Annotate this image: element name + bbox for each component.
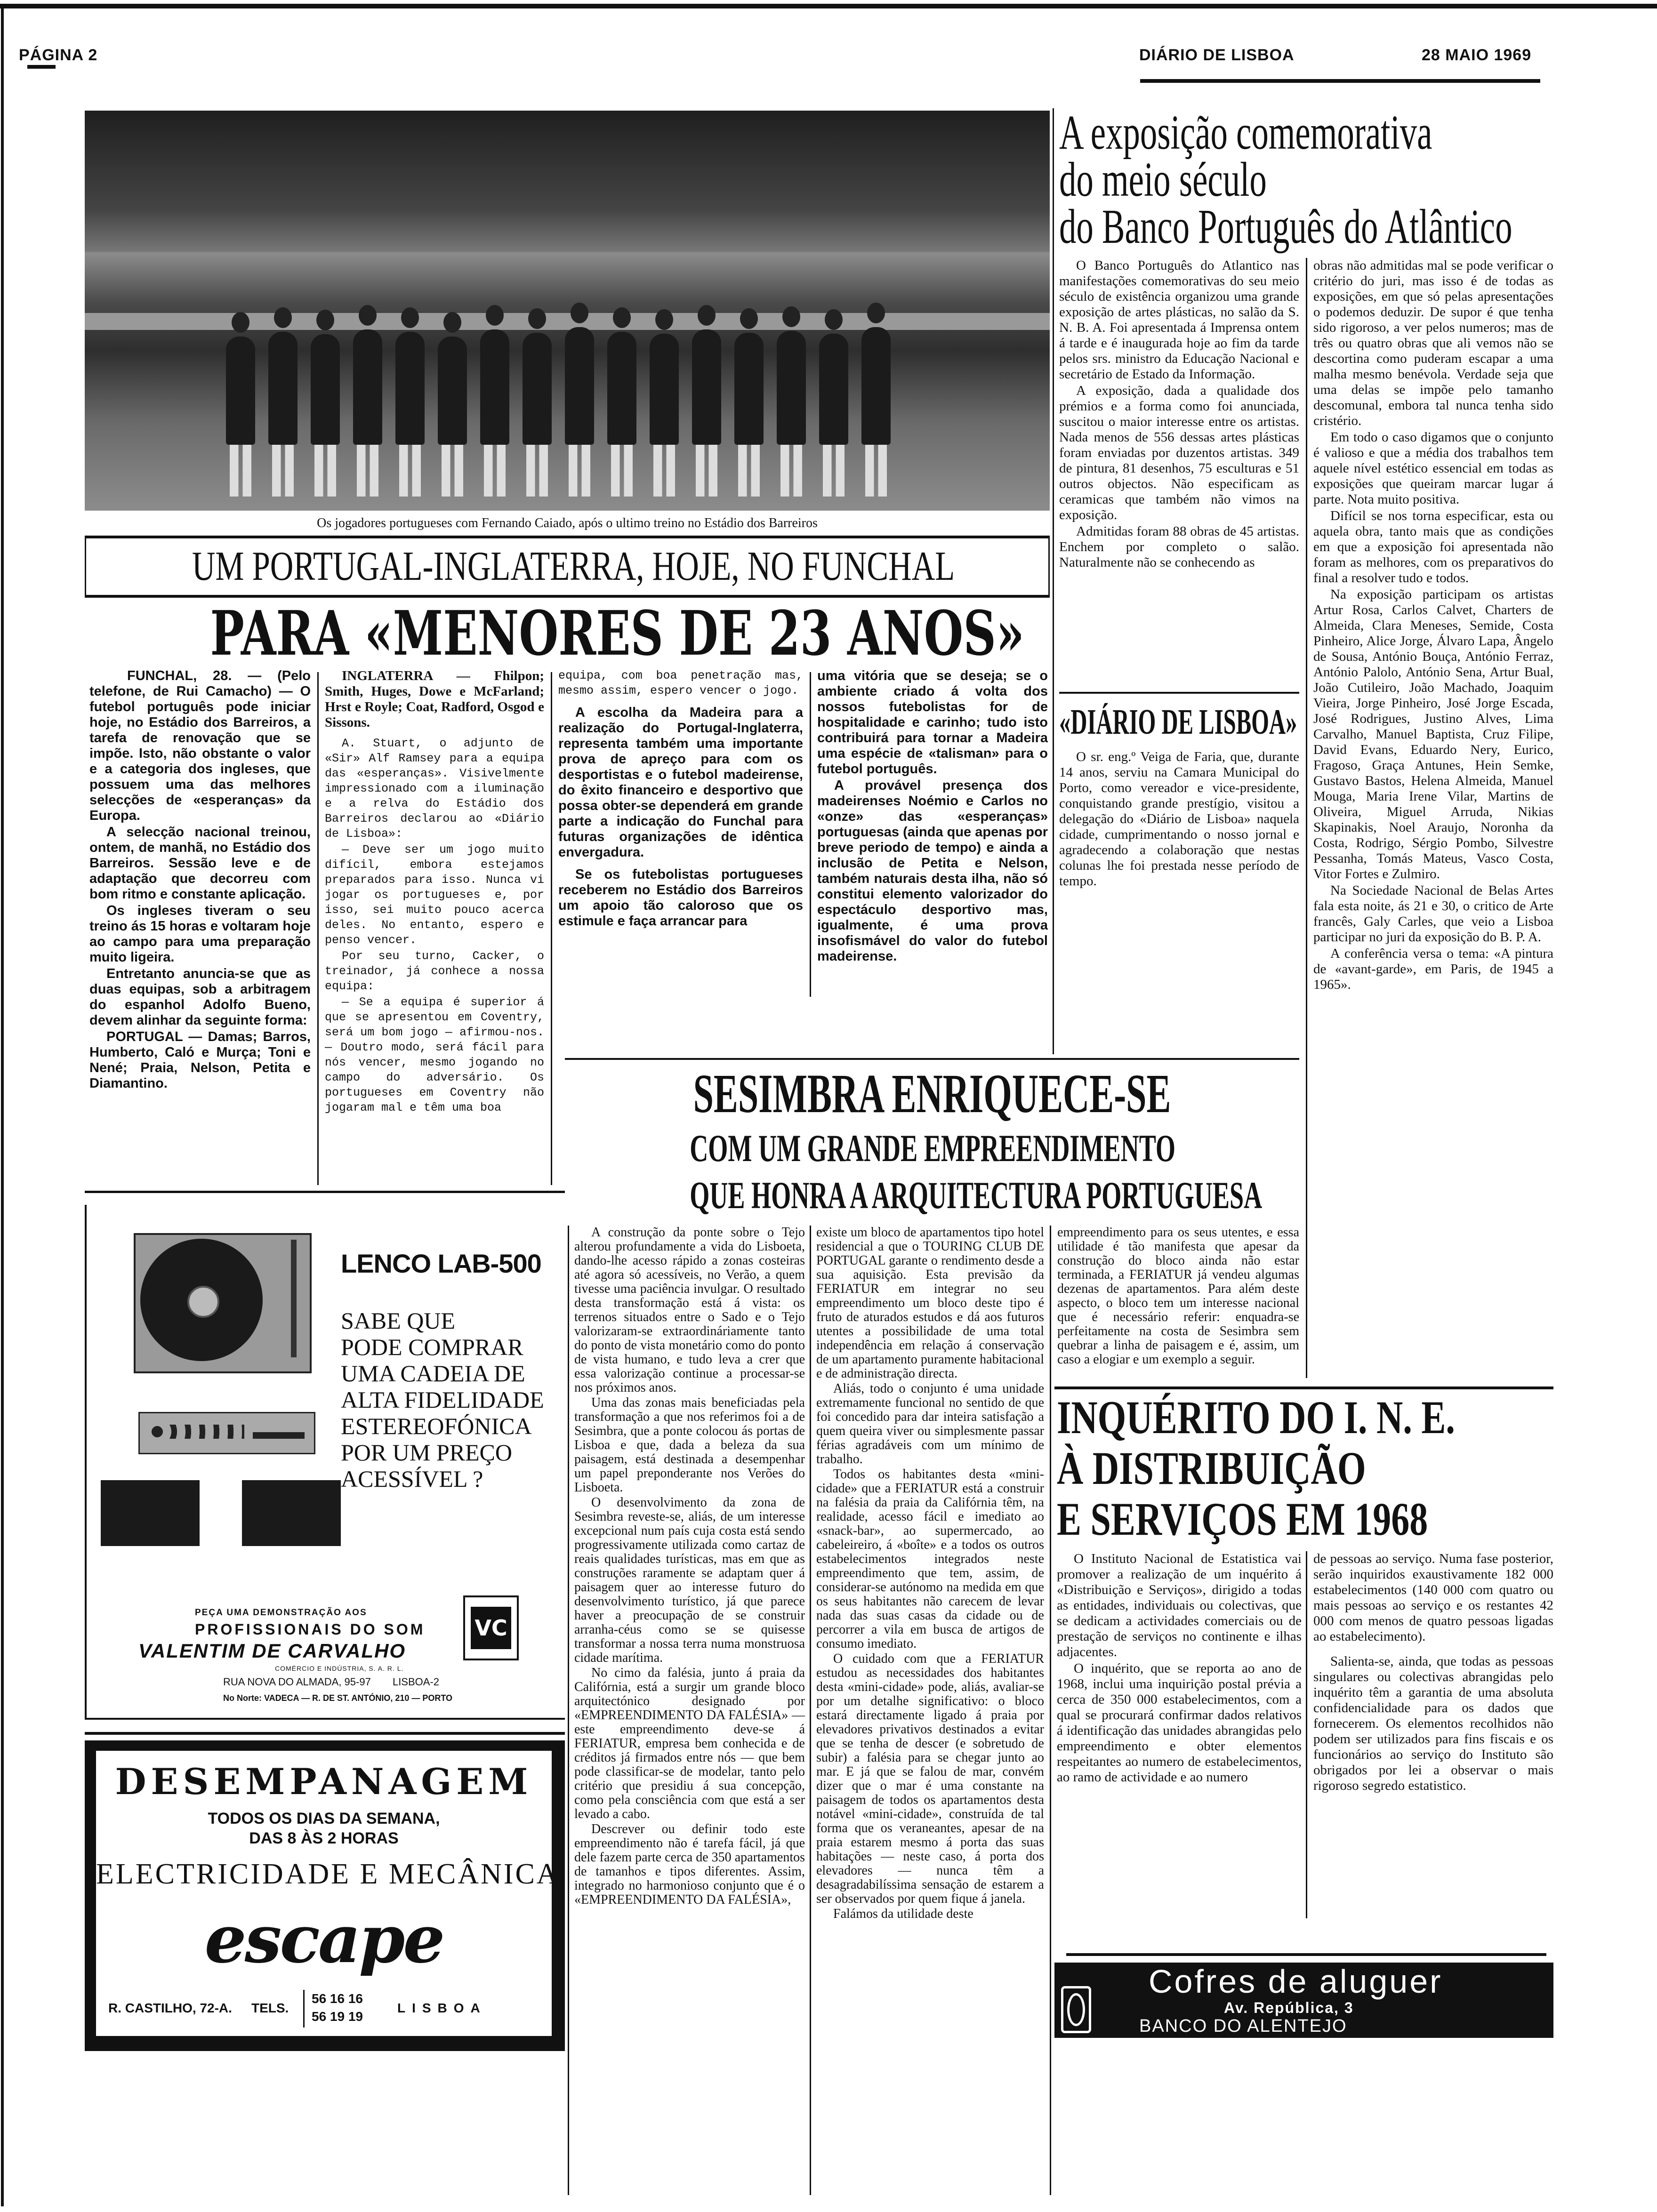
paragraph: Salienta-se, ainda, que todas as pessoas singulares ou colectivas abrangidas pelo inquérito têm a garantia de uma absoluta confidencialidade para os dados que fornecerem. Os elementos recolhidos não podem ser utilizados para fins fiscais e os funcionários ao serviço do Instituto são obrigados por lei a observar o mais rigoroso segredo estatistico. — [1313, 1654, 1553, 1793]
player-figure — [523, 333, 552, 445]
left-border — [1, 4, 4, 2206]
issue-date: 28 MAIO 1969 — [1422, 46, 1532, 64]
phone-number: 56 19 19 — [312, 2009, 363, 2024]
escape-ad-inner — [96, 1751, 560, 2036]
escape-tels-label: TELS. — [251, 2001, 289, 2015]
pitch-line: POR UM PREÇO — [341, 1439, 512, 1466]
paragraph: Admitidas foram 88 obras de 45 artistas. Enchem por completo o salão. Naturalmente não se conhecendo as — [1059, 524, 1299, 570]
logo-letters: VC — [471, 1607, 511, 1649]
player-figure — [777, 331, 806, 445]
headline-line: INQUÉRITO DO I. N. E. — [1057, 1392, 1455, 1443]
sesimbra-headline — [565, 1063, 1299, 1223]
column-divider — [1053, 108, 1054, 1054]
escape-services: ELECTRICIDADE E MECÂNICA — [96, 1858, 560, 1890]
paragraph: A exposição, dada a qualidade dos prémios e a forma como foi anunciada, suscitou o maior interesse entre os artistas. Nada menos de 556 dessas artes plásticas foram enviadas por duzentos artistas. 349 de pintura, 81 desenhos, 75 esculturas e 51 outros objectos. Não especificam as ceramicas que também não vimos na exposição. — [1059, 383, 1299, 522]
team-photo — [85, 111, 1050, 511]
paragraph: empreendimento para os seus utentes, e essa utilidade é tão manifesta que apesar da construção do bloco ainda não estar terminada, a FERIATUR já vendeu algumas dezenas de apartamentos. Para além deste aspecto, o bloco tem um interesse nacional que é necessário referir: enquadra-se perfeitamente na costa de Sesimbra sem quebrar a linha de paisagem e é, assim, um caso a elogiar e um exemplo a seguir. — [1057, 1225, 1299, 1367]
paragraph: Por seu turno, Cacker, o treinador, já conhece a nossa equipa: — [325, 949, 544, 993]
lenco-company: COMÉRCIO E INDÚSTRIA, S. A. R. L. — [275, 1665, 404, 1672]
pitch-line: SABE QUE — [341, 1307, 456, 1334]
column-divider — [810, 672, 811, 997]
paragraph: de pessoas ao serviço. Numa fase posterior, serão inquiridos exaustivamente 182 000 estabelecimentos (140 000 com quatro ou mais pessoas ao serviço e os restantes 42 000 com menos de quatro pessoas ligadas ao estabelecimento). — [1313, 1551, 1553, 1644]
lenco-product: LENCO LAB-500 — [341, 1249, 541, 1278]
lenco-demo-line: PEÇA UMA DEMONSTRAÇÃO AOS — [195, 1608, 367, 1618]
paragraph: uma vitória que se deseja; se o ambiente criado á volta dos nossos futebolistas for de hospitalidade e carinho; tudo isto contribuirá para tornar a Madeira uma espécie de «talisman» para o futebol português. — [817, 668, 1048, 777]
speaker-right-icon — [242, 1480, 341, 1546]
player-figure — [734, 333, 764, 445]
kicker-bottom-rule — [85, 595, 1050, 598]
football-headline-wrap — [85, 603, 1050, 664]
paragraph: Difícil se nos torna especificar, esta ou aquela obra, tanto mais que as condições em que a exposição foi apresentada não foram as melhores, com os preparativos do final a resolver tudo e todos. — [1313, 508, 1553, 585]
sesimbra-column-3 — [1057, 1226, 1299, 1367]
player-figure — [395, 332, 425, 445]
player-figure — [565, 327, 594, 445]
photo-caption: Os jogadores portugueses com Fernando Caiado, após o ultimo treino no Estádio dos Barreiros — [317, 516, 818, 530]
diario-note-headline-wrap — [1059, 699, 1299, 745]
player-figure — [607, 332, 636, 445]
headline-line: E SERVIÇOS EM 1968 — [1057, 1493, 1428, 1545]
section-rule — [1066, 1953, 1546, 1956]
lenco-city: LISBOA-2 — [392, 1676, 439, 1688]
pitch-line: UMA CADEIA DE — [341, 1360, 525, 1387]
paragraph: Uma das zonas mais beneficiadas pela transformação a que nos referimos foi a de Sesimbra, que a ponte colocou ás portas de Lisboa e que, dada a beleza da sua paisagem, está destinada a desempenhar um papel preponderante nos Verões do Lisboeta. — [574, 1395, 805, 1495]
paragraph: A conferência versa o tema: «A pintura de «avant-garde», em Paris, de 1945 a 1965». — [1313, 946, 1553, 992]
column-divider — [1050, 1226, 1051, 2195]
masthead-rule — [1140, 79, 1540, 83]
paragraph: Os ingleses tiveram o seu treino ás 15 horas e voltaram hoje ao campo para uma preparação muito ligeira. — [89, 903, 311, 965]
turntable-icon — [134, 1233, 312, 1373]
lenco-street: RUA NOVA DO ALMADA, 95-97 — [223, 1676, 371, 1688]
lenco-tagline: PROFISSIONAIS DO SOM — [195, 1621, 426, 1638]
paragraph: Se os futebolistas portugueses receberem no Estádio dos Barreiros um apoio tão caloroso que os estimule e faça arrancar para — [558, 867, 803, 929]
bank-ad-address: Av. República, 3 — [1224, 1999, 1354, 2016]
player-figure — [268, 332, 298, 445]
bank-ad-name: BANCO DO ALENTEJO — [1139, 2016, 1347, 2036]
ine-column-1 — [1057, 1551, 1302, 1785]
escape-ad[interactable] — [85, 1740, 565, 2051]
headline-line: SESIMBRA ENRIQUECE-SE — [693, 1063, 1171, 1124]
page-number: PÁGINA 2 — [19, 46, 98, 64]
player-figure — [353, 329, 382, 445]
football-column-4 — [817, 668, 1048, 964]
paragraph: A provável presença dos madeirenses Noémio e Carlos no «onze» das «esperanças» portuguesas (ainda que apenas por breve periodo de tempo) e ainda a inclusão de Petita e Nelson, também naturais desta ilha, não só constitui elemento valorizador do espectáculo desportivo mas, igualmente, é uma prova insofismável do valor do futebol madeirense. — [817, 778, 1048, 964]
artist-list: Na exposição participam os artistas Artur Rosa, Carlos Calvet, Charters de Almeida, Clara Meneses, Semide, Costa Pinheiro, Alice Jorge, Álvaro Lapa, Ângelo de Sousa, António Bouça, António Ferraz, António Palolo, António Sena, Artur Bual, João Cutileiro, João Machado, Joaquim Vieira, Jorge Pinheiro, José Jorge Escada, José Rodrigues, Justino Alves, Lima Carvalho, Manuel Baptista, Cruz Filipe, David Evans, Eduardo Nery, Eurico, Fragoso, Graça Antunes, Hein Semke, Gustavo Bastos, Helena Almeida, Manuel Mouga, Maria Irene Vilar, Martins de Oliveira, Miguel Arruda, Nikias Skapinakis, Noel Araujo, Noronha da Costa, Rodrigo, Sérgio Pombo, Silvestre Pessanha, Tomás Mateus, Vasco Costa, Vitor Fortes e Zulmiro. — [1313, 587, 1553, 882]
team-lineup-portugal: PORTUGAL — Damas; Barros, Humberto, Caló e Murça; Toni e Nené; Praia, Nelson, Petita e Diamantino. — [89, 1029, 311, 1091]
pitch-line: ACESSÍVEL ? — [341, 1466, 483, 1492]
paragraph: O Instituto Nacional de Estatistica vai promover a realização de um inquérito á «Distribuição e Serviços», dirigido a todas as entidades, individuais ou colectivas, que se dedicam a actividades comerciais ou de prestação de serviços no continente e ilhas adjacentes. — [1057, 1551, 1302, 1659]
player-figure — [311, 334, 340, 445]
kicker-headline: UM PORTUGAL-INGLATERRA, HOJE, NO FUNCHAL — [192, 544, 955, 589]
bank-ad[interactable] — [1054, 1963, 1553, 2038]
football-column-1 — [89, 668, 311, 1091]
player-figure — [650, 334, 679, 445]
bank-logo-icon — [1061, 1986, 1091, 2033]
record-platter — [140, 1239, 263, 1361]
section-rule — [85, 1191, 565, 1193]
amplifier-icon — [138, 1412, 315, 1454]
diario-note-headline: «DIÁRIO DE LISBOA» — [1059, 702, 1297, 742]
paragraph: Descrever ou definir todo este empreendimento não é tarefa fácil, já que dele fazem parte cerca de 350 apartamentos de tamanhos e tipos diferentes. Assim, integrado no harmonioso conjunto que é o «EMPREENDIMENTO DA FALÉSIA», — [574, 1822, 805, 1907]
section-rule — [565, 1058, 1299, 1060]
speaker-left-icon — [101, 1480, 200, 1546]
paragraph: Aliás, todo o conjunto é uma unidade extremamente funcional no sentido de que foi concedido para dar inteira satisfação a quem queira viver ou simplesmente passar férias agradáveis com um mínimo de trabalho. — [816, 1381, 1044, 1467]
ine-column-2 — [1313, 1551, 1553, 1794]
escape-phones — [312, 1990, 363, 2026]
paragraph: No cimo da falésia, junto á praia da Califórnia, está a surgir um grande bloco arquitectónico designado por «EMPREENDIMENTO DA FALÉSIA» — este empreendimento deve-se á FERIATUR, empresa bem conhecida e de créditos já firmados entre nós — que bem pode classificar-se de modelar, tanto pelo critério que presidiu á sua concepção, como pela consciência com que está a ser levado a cabo. — [574, 1666, 805, 1821]
valentim-logo-icon — [463, 1595, 519, 1660]
escape-line2: DAS 8 ÀS 2 HORAS — [249, 1829, 399, 1847]
quote: — Deve ser um jogo muito difícil, embora estejamos preparados para isso. Nunca vi jogar os portugueses e, por isso, sei muito pouco acerca deles. No entanto, espero e penso vencer. — [325, 843, 544, 947]
page-number-underline — [27, 65, 56, 69]
headline-line: do meio século — [1059, 152, 1267, 207]
football-column-3 — [558, 668, 803, 929]
bank-ad-title: Cofres de aluguer — [1149, 1963, 1443, 2000]
pitch-line: ALTA FIDELIDADE — [341, 1387, 544, 1413]
escape-line1: TODOS OS DIAS DA SEMANA, — [208, 1810, 440, 1827]
paragraph: existe um bloco de apartamentos tipo hotel residencial a que o TOURING CLUB DE PORTUGAL garante o rendimento desde a sua aquisição. Esta previsão da FERIATUR em integrar no seu empreendimento um bloco deste tipo é fruto de aturados estudos e dá aos futuros utentes a possibilidade de uma total independência em relação á conservação de um apartamento puramente habitacional e de administração directa. — [816, 1225, 1044, 1381]
pitch-line: ESTEREOFÓNICA — [341, 1413, 532, 1439]
paragraph: Todos os habitantes desta «mini-cidade» que a FERIATUR está a construir na falésia da praia da Califórnia têm, na realidade, acesso fácil e imediato ao «snack-bar», ao supermercado, ao cabeleireiro, á «boîte» e a todos os outros estabelecimentos integrados neste empreendimento que tem, assim, de considerar-se autónomo na medida em que os seus habitantes não carecem de levar nada das suas casas da cidade ou de percorrer a vila em busca de artigos de consumo imediato. — [816, 1467, 1044, 1651]
paragraph: FUNCHAL, 28. — (Pelo telefone, de Rui Camacho) — O futebol português pode iniciar hoje, no Estádio dos Barreiros, a tarefa de renovação que se impõe. Isto, não obstante o valor e a categoria dos ingleses, que possuem uma das melhores selecções de «esperanças» da Europa. — [89, 668, 311, 823]
lenco-pitch — [341, 1307, 544, 1492]
football-headline: PARA «MENORES DE 23 ANOS» — [210, 603, 1025, 664]
lenco-address — [223, 1675, 439, 1689]
paragraph: Em todo o caso digamos que o conjunto é valioso e que a média dos trabalhos tem aquele nível estético essencial em todas as exposições que queiram marcar lugar á parte. Nota muito positiva. — [1313, 430, 1553, 507]
sesimbra-column-1 — [574, 1226, 805, 1907]
paragraph: A construção da ponte sobre o Tejo alterou profundamente a vida do Lisboeta, dando-lhe acesso rápido a zonas costeiras até agora só acessíveis, no Verão, a quem tivesse uma paciência invulgar. O resultado desta transformação está á vista: os terrenos situados entre o Sado e o Tejo valorizaram-se extraordináriamente tanto do ponto de vista monetário como do ponto de vista humano, e tudo leva a crer que essa valorização continue a processar-se nos próximos anos. — [574, 1225, 805, 1395]
player-figure — [819, 334, 848, 445]
headline-line: À DISTRIBUIÇÃO — [1057, 1442, 1366, 1494]
paragraph: O inquérito, que se reporta ao ano de 1968, inclui uma inquirição postal prévia a cerca de 350 000 estabelecimentos, com a qual se procurará confirmar dados relativos á identificação das unidades abrangidas pelo empreendimento e obter elementos respeitantes ao numero de estabelecimentos, ao ramo de actividade e ao numero — [1057, 1661, 1302, 1785]
escape-brand: escape — [204, 1901, 443, 1978]
paragraph: A selecção nacional treinou, ontem, de manhã, no Estádio dos Barreiros. Sessão leve e de adaptação que decorreu com bom ritmo e constante aplicação. — [89, 825, 311, 902]
player-figure — [861, 327, 891, 445]
section-rule — [1059, 692, 1299, 694]
column-divider — [1306, 1551, 1307, 1918]
column-divider — [317, 672, 319, 1185]
ad-separator — [85, 1732, 565, 1735]
paragraph: O cuidado com que a FERIATUR estudou as necessidades dos habitantes desta «mini-cidade» pode, aliás, avaliar-se por um detalhe significativo: o bloco estará directamente ligado á praia por elevadores privativos destinados a evitar que se tenha de descer (e sobretudo de subir) a falésia para se chegar junto ao mar. E já que se falou de mar, convém dizer que o mar é uma constante na paisagem de todos os apartamentos desta notável «mini-cidade», construída de tal forma que os veraneantes, apesar de na praia estarem mesmo á porta das suas habitações — neste caso, á porta dos elevadores — nunca têm a desagradabilíssima sensação de estarem a ser observados por quem fique á janela. — [816, 1651, 1044, 1906]
column-divider — [551, 672, 552, 1185]
paragraph: A escolha da Madeira para a realização do Portugal-Inglaterra, representa também uma importante prova de apreço para com os desportistas e o futebol madeirense, do êxito financeiro e desportivo que possa obter-se dependerá em grande parte a indicação do Funchal para futuras organizações de idêntica envergadura. — [558, 705, 803, 860]
player-figure — [692, 329, 721, 445]
lenco-brand: VALENTIM DE CARVALHO — [138, 1640, 406, 1662]
headline-line: A exposição comemorativa — [1059, 105, 1432, 160]
quote: — Se a equipa é superior á que se apresentou em Coventry, será um bom jogo — afirmou-nos. — Doutro modo, será fácil para nós vencer, mesmo jogando no campo do adversário. Os portugueses em Coventry não jogaram mal e têm uma boa — [325, 995, 544, 1114]
top-border — [0, 4, 1657, 8]
paragraph: A. Stuart, o adjunto de «Sir» Alf Ramsey para a equipa das «esperanças». Visivelmente impressionado com a iluminação e a relva do Estádio dos Barreiros declarou ao «Diário de Lisboa»: — [325, 737, 544, 841]
escape-city: LISBOA — [397, 2001, 487, 2015]
phone-number: 56 16 16 — [312, 1991, 363, 2006]
escape-title: DESEMPANAGEM — [115, 1761, 533, 1803]
diario-note-body — [1059, 749, 1299, 889]
paragraph: O Banco Português do Atlantico nas manifestações comemorativas do seu meio século de existência organizou uma grande exposição de artes plásticas, no salão da S. N. B. A. Foi apresentada á Imprensa ontem á tarde e é inaugurada hoje ao fim da tarde pelos srs. ministro da Educação Nacional e secretário de Estado da Informação. — [1059, 258, 1299, 382]
paragraph: Entretanto anuncia-se que as duas equipas, sob a arbitragem do espanhol Adolfo Bueno, devem alinhar da seguinte forma: — [89, 966, 311, 1028]
ine-headline — [1057, 1392, 1556, 1547]
paragraph: Falámos da utilidade deste — [833, 1907, 973, 1921]
headline-line: QUE HONRA A ARQUITECTURA PORTUGUESA — [690, 1174, 1263, 1217]
kicker-box — [85, 538, 1050, 595]
column-divider — [1306, 258, 1307, 1378]
headline-line: do Banco Português do Atlântico — [1059, 200, 1512, 254]
newspaper-name: DIÁRIO DE LISBOA — [1139, 46, 1295, 64]
sesimbra-column-2 — [816, 1226, 1044, 1921]
exhibition-column-2 — [1313, 258, 1553, 993]
team-lineup-england: INGLATERRA — Fhilpon; Smith, Huges, Dowe e McFarland; Hrst e Royle; Coat, Radford, Osgod e Sissons. — [325, 668, 544, 730]
pitch-line: PODE COMPRAR — [341, 1334, 523, 1360]
escape-address: R. CASTILHO, 72-A. — [108, 2001, 232, 2015]
paragraph: O sr. eng.º Veiga de Faria, que, durante 14 anos, serviu na Camara Municipal do Porto, como vereador e vice-presidente, conquistando grande prestígio, visitou a delegação do «Diário de Lisboa» naquela cidade, cumprimentando o nosso jornal e agradecendo a colaboração que nestas colunas lhe foi prestada nesse período de tempo. — [1059, 749, 1299, 889]
mountain-backdrop — [85, 111, 1050, 252]
football-column-2 — [325, 668, 544, 1115]
stadium-track — [85, 313, 1050, 330]
column-divider — [810, 1226, 811, 2195]
lenco-north: No Norte: VADECA — R. DE ST. ANTÓNIO, 210 — PORTO — [223, 1693, 453, 1703]
paragraph: obras não admitidas mal se pode verificar o critério do juri, mas isso é de todas as exposições, em que só pelas apresentações o podemos deduzir. De supor é que tenha sido rigoroso, a ver pelos numeros; mas de três ou quatro obras que ali vemos não se descortina como puderam escapar a uma malha mesmo benévola. Verdade seja que uma delas se impõe pelo tamanho descomunal, embora tal nunca tenha sido cristério. — [1313, 258, 1553, 428]
section-rule — [1054, 1387, 1553, 1389]
paragraph: Na Sociedade Nacional de Belas Artes fala esta noite, ás 21 e 30, o critico de Arte francês, Galy Carles, que veio a Lisboa participar no juri da exposição do B. P. A. — [1313, 883, 1553, 945]
lenco-ad[interactable] — [85, 1205, 565, 1720]
divider — [303, 1990, 305, 2028]
exhibition-column-1 — [1059, 258, 1299, 570]
paragraph: O desenvolvimento da zona de Sesimbra reveste-se, aliás, de um interesse excepcional num país cuja costa está sendo progressivamente utilizada como cartaz de reais qualidades turísticas, mas em que as construções raramente se adaptam quer á paisagem quer ao interesse futuro do desenvolvimento turístico, já que parece haver a preocupação de se construir arranha-céus como se se quisesse transformar a nossa terra numa monstruosa cidade marítima. — [574, 1495, 805, 1665]
column-divider — [568, 1226, 569, 2195]
player-figure — [438, 337, 467, 445]
paragraph: equipa, com boa penetração mas, mesmo assim, espero vencer o jogo. — [558, 669, 803, 697]
player-figure — [226, 337, 255, 445]
headline-line: COM UM GRANDE EMPREENDIMENTO — [690, 1127, 1175, 1170]
exhibition-headline — [1059, 105, 1553, 254]
player-figure — [480, 329, 509, 445]
